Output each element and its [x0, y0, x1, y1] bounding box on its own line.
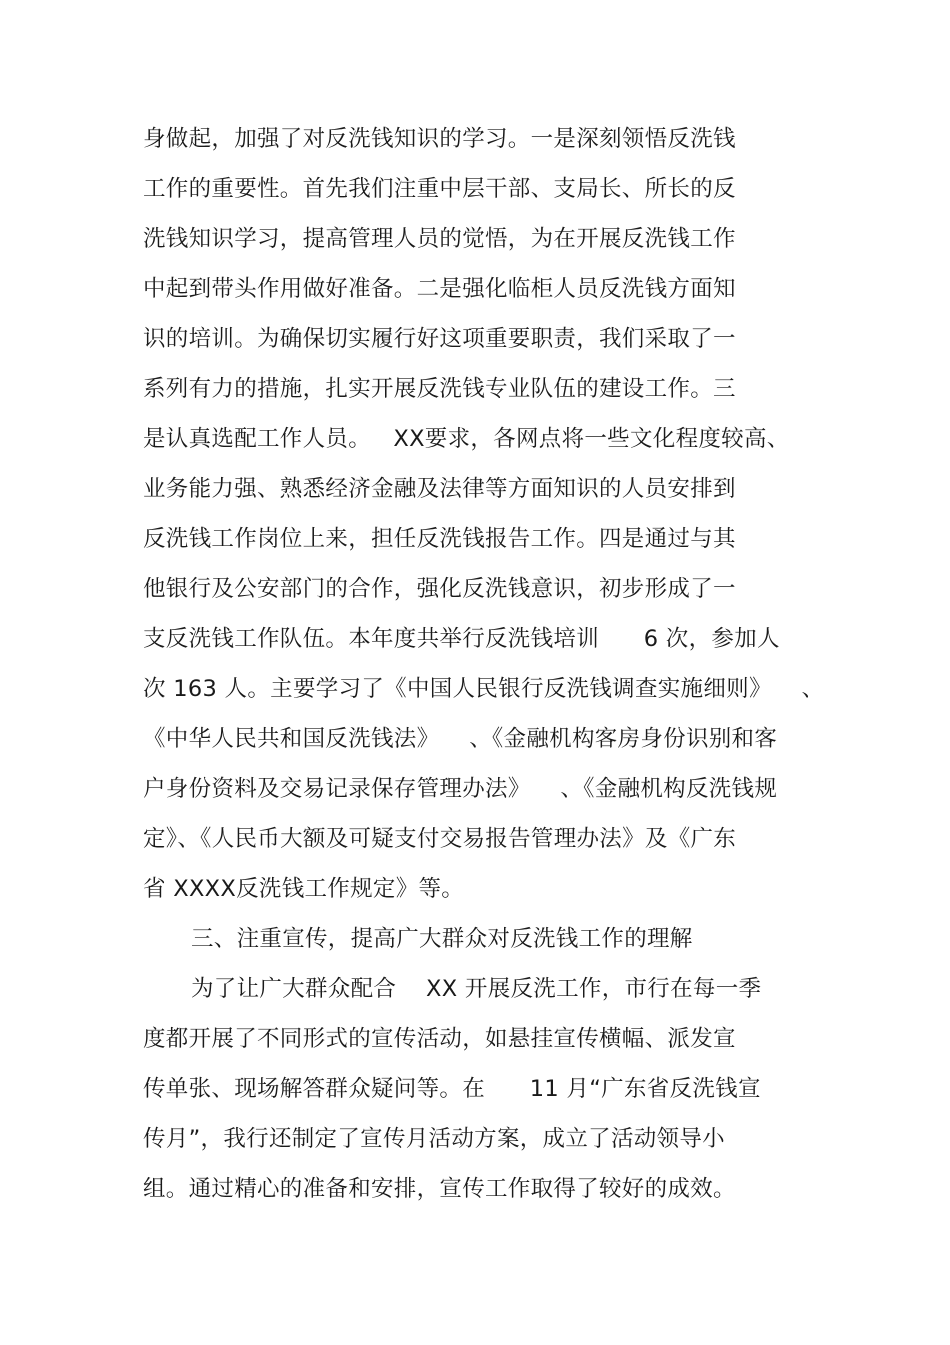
paragraph-1-line-3: 洗钱知识学习，提高管理人员的觉悟，为在开展反洗钱工作 — [143, 226, 736, 252]
paragraph-1-line-12: 次 163 人。主要学习了《中国人民银行反洗钱调查实施细则》 、 — [143, 676, 825, 702]
paragraph-2-line-3: 传单张、现场解答群众疑问等。在 11 月“广东省反洗钱宣 — [143, 1076, 761, 1102]
paragraph-2-line-4: 传月”，我行还制定了宣传月活动方案，成立了活动领导小 — [143, 1126, 725, 1152]
paragraph-1-line-14: 户身份资料及交易记录保存管理办法》 、《金融机构反洗钱规 — [143, 776, 778, 802]
paragraph-1-line-6: 系列有力的措施，扎实开展反洗钱专业队伍的建设工作。三 — [143, 376, 736, 402]
paragraph-2-line-5: 组。通过精心的准备和安排，宣传工作取得了较好的成效。 — [143, 1176, 736, 1202]
paragraph-1-line-16: 省 XXXX反洗钱工作规定》等。 — [143, 876, 465, 902]
paragraph-1-line-11: 支反洗钱工作队伍。本年度共举行反洗钱培训 6 次，参加人 — [143, 626, 780, 652]
paragraph-1-line-10: 他银行及公安部门的合作，强化反洗钱意识，初步形成了一 — [143, 576, 736, 602]
paragraph-2-line-2: 度都开展了不同形式的宣传活动，如悬挂宣传横幅、派发宣 — [143, 1026, 736, 1052]
section-heading: 三、注重宣传，提高广大群众对反洗钱工作的理解 — [191, 926, 693, 952]
paragraph-1-line-2: 工作的重要性。首先我们注重中层干部、支局长、所长的反 — [143, 176, 736, 202]
paragraph-1-line-13: 《中华人民共和国反洗钱法》 、《金融机构客房身份识别和客 — [143, 726, 778, 752]
paragraph-1-line-7: 是认真选配工作人员。 XX要求，各网点将一些文化程度较高、 — [143, 426, 790, 452]
paragraph-1-line-9: 反洗钱工作岗位上来，担任反洗钱报告工作。四是通过与其 — [143, 526, 736, 552]
paragraph-1-line-4: 中起到带头作用做好准备。二是强化临柜人员反洗钱方面知 — [143, 276, 736, 302]
paragraph-1-line-8: 业务能力强、熟悉经济金融及法律等方面知识的人员安排到 — [143, 476, 736, 502]
paragraph-1-line-5: 识的培训。为确保切实履行好这项重要职责，我们采取了一 — [143, 326, 736, 352]
paragraph-1-line-1: 身做起，加强了对反洗钱知识的学习。一是深刻领悟反洗钱 — [143, 126, 736, 152]
paragraph-1-line-15: 定》、《人民币大额及可疑支付交易报告管理办法》及《广东 — [143, 826, 737, 852]
paragraph-2-line-1: 为了让广大群众配合 XX 开展反洗工作，市行在每一季 — [191, 976, 762, 1002]
